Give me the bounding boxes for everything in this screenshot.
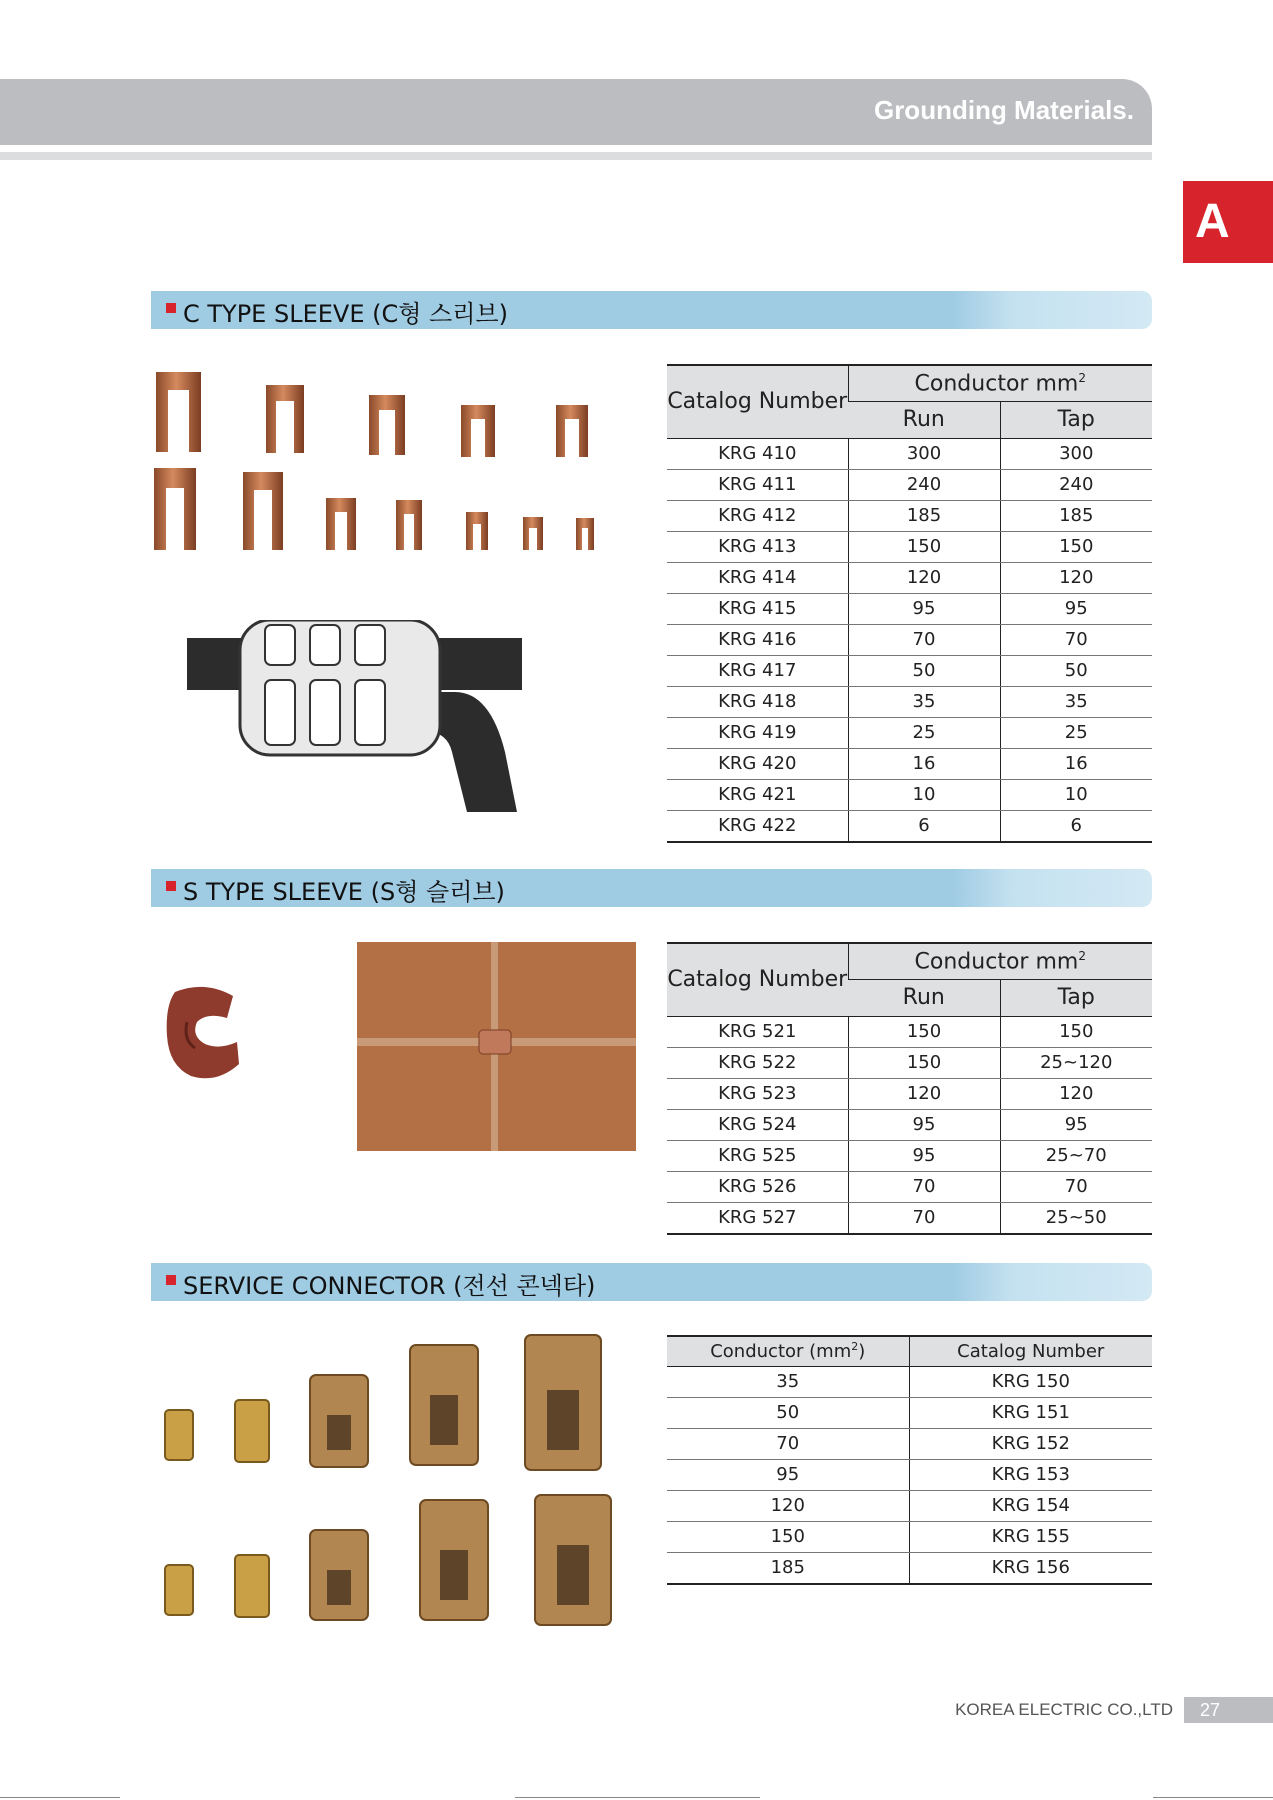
table-row: KRG 422 6 6 bbox=[667, 810, 1152, 842]
table-row: KRG 525 95 25~70 bbox=[667, 1140, 1152, 1171]
s-sleeve-installation-photo bbox=[357, 942, 636, 1151]
service-connector-spec-table bbox=[667, 1335, 1152, 1585]
table-row: KRG 414 120 120 bbox=[667, 562, 1152, 593]
table-row: KRG 526 70 70 bbox=[667, 1171, 1152, 1202]
bullet-square-icon bbox=[166, 1275, 176, 1285]
table-row: 50 KRG 151 bbox=[667, 1397, 1152, 1428]
table-row: KRG 413 150 150 bbox=[667, 531, 1152, 562]
table-row: KRG 419 25 25 bbox=[667, 717, 1152, 748]
page-number: 27 bbox=[1184, 1697, 1273, 1723]
table-row: 150 KRG 155 bbox=[667, 1521, 1152, 1552]
table-row: KRG 524 95 95 bbox=[667, 1109, 1152, 1140]
table-row: 120 KRG 154 bbox=[667, 1490, 1152, 1521]
table-row: KRG 418 35 35 bbox=[667, 686, 1152, 717]
section-title: S TYPE SLEEVE (S형 슬리브) bbox=[183, 878, 505, 906]
table-row: KRG 415 95 95 bbox=[667, 593, 1152, 624]
section-header-s-type bbox=[151, 869, 1152, 907]
service-connector-product-photo bbox=[155, 1330, 635, 1630]
table-row: KRG 522 150 25~120 bbox=[667, 1047, 1152, 1078]
column-header-conductor: Conductor $mm^2$ bbox=[848, 943, 1152, 979]
column-header-run: Run bbox=[848, 979, 1000, 1016]
column-header-catalog-number: Catalog Number bbox=[909, 1336, 1152, 1366]
section-title: C TYPE SLEEVE (C형 스리브) bbox=[183, 300, 508, 328]
c-sleeve-installation-drawing bbox=[185, 620, 535, 815]
bottom-rule bbox=[1153, 1797, 1273, 1798]
column-header-run: Run bbox=[848, 401, 1000, 438]
c-sleeve-product-photo bbox=[151, 360, 651, 565]
table-row: KRG 421 10 10 bbox=[667, 779, 1152, 810]
column-header-catalog-number: Catalog Number bbox=[667, 943, 848, 1016]
column-header-conductor: Conductor $mm^2$ bbox=[848, 365, 1152, 401]
table-row: 95 KRG 153 bbox=[667, 1459, 1152, 1490]
table-row: 70 KRG 152 bbox=[667, 1428, 1152, 1459]
section-header-c-type bbox=[151, 291, 1152, 329]
column-header-tap: Tap bbox=[1000, 979, 1152, 1016]
header-bar bbox=[0, 79, 1152, 145]
table-row: KRG 410 300 300 bbox=[667, 438, 1152, 469]
s-sleeve-spec-table bbox=[667, 942, 1152, 1235]
table-row: KRG 417 50 50 bbox=[667, 655, 1152, 686]
table-row: KRG 523 120 120 bbox=[667, 1078, 1152, 1109]
table-row: KRG 527 70 25~50 bbox=[667, 1202, 1152, 1234]
table-row: 185 KRG 156 bbox=[667, 1552, 1152, 1584]
chapter-tab: A bbox=[1183, 181, 1273, 263]
section-header-service-connector bbox=[151, 1263, 1152, 1301]
header-divider bbox=[0, 152, 1152, 160]
bottom-rule bbox=[0, 1797, 120, 1798]
table-row: KRG 521 150 150 bbox=[667, 1016, 1152, 1047]
column-header-tap: Tap bbox=[1000, 401, 1152, 438]
section-title: SERVICE CONNECTOR (전선 콘넥타) bbox=[183, 1272, 596, 1300]
table-row: KRG 416 70 70 bbox=[667, 624, 1152, 655]
column-header-catalog-number: Catalog Number bbox=[667, 365, 848, 438]
bottom-rule bbox=[515, 1797, 760, 1798]
s-sleeve-product-photo bbox=[165, 982, 245, 1087]
table-row: KRG 420 16 16 bbox=[667, 748, 1152, 779]
bullet-square-icon bbox=[166, 881, 176, 891]
table-row: KRG 411 240 240 bbox=[667, 469, 1152, 500]
company-name: KOREA ELECTRIC CO.,LTD bbox=[955, 1700, 1173, 1719]
table-row: 35 KRG 150 bbox=[667, 1366, 1152, 1397]
c-sleeve-spec-table bbox=[667, 364, 1152, 843]
bullet-square-icon bbox=[166, 303, 176, 313]
column-header-conductor: Conductor $(mm^2)$ bbox=[667, 1336, 909, 1366]
page-title: Grounding Materials. bbox=[873, 95, 1134, 125]
table-row: KRG 412 185 185 bbox=[667, 500, 1152, 531]
